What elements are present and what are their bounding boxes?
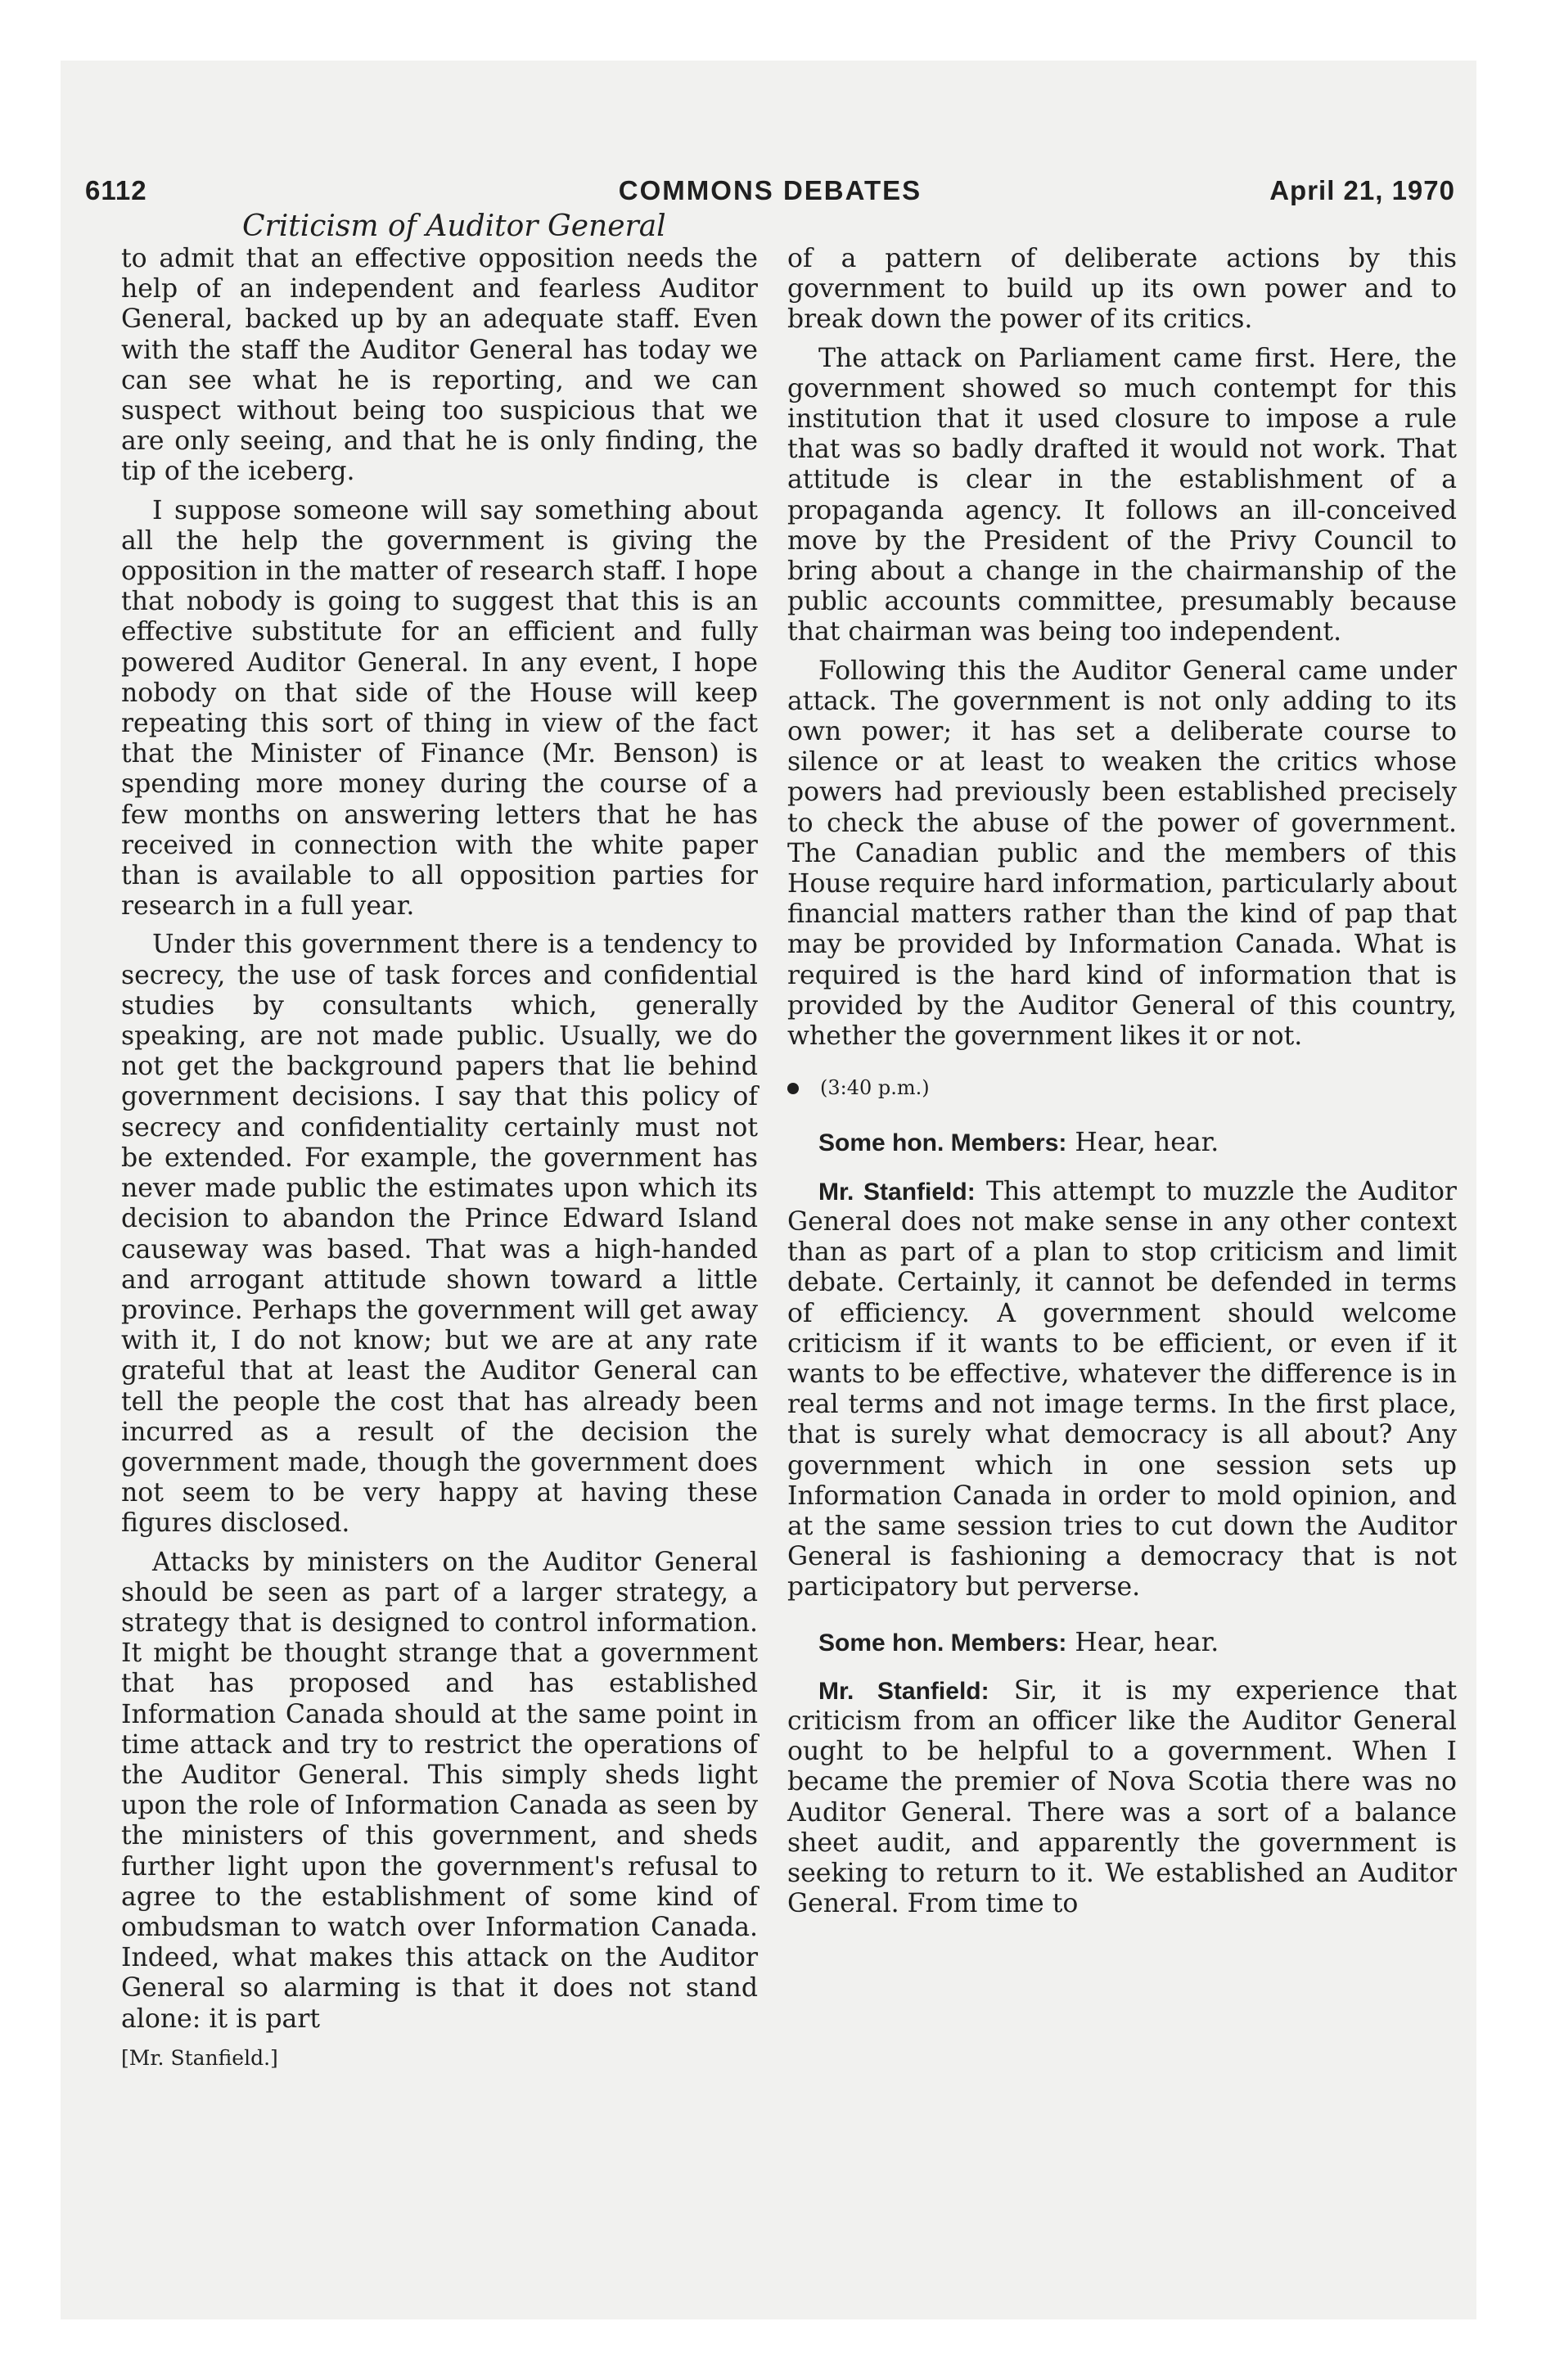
publication-title: COMMONS DEBATES (618, 175, 922, 205)
page-header (85, 175, 1455, 208)
speech-paragraph (787, 1676, 1457, 1920)
paragraph: of a pattern of deliberate actions by this government to build up its own power and to break down the power of its critics. (787, 244, 1457, 335)
interjection (818, 1128, 1457, 1158)
page-number: 6112 (85, 175, 147, 205)
right-column (787, 244, 1457, 1927)
interjection-text: Hear, hear. (1066, 1128, 1219, 1158)
time-stamp (787, 1073, 1457, 1103)
speaker-name: Mr. Stanfield: (818, 1677, 989, 1705)
speaker-name: Some hon. Members: (818, 1629, 1067, 1657)
paragraph: to admit that an effective opposition needs the help of an independent and fearless Auditor General, backed up by an adequate staff. Even with the staff the Auditor General has today we can see what he is reporting, and we can suspect without being too suspicious that we are only seeing, and that he is only finding, the tip of the iceberg. (121, 244, 758, 487)
interjection (818, 1628, 1457, 1658)
speaker-attribution: [Mr. Stanfield.] (121, 2045, 278, 2070)
bullet-icon (787, 1083, 799, 1094)
paragraph: The attack on Parliament came first. Here, the government showed so much contempt for this institution that it used closure to impose a rule that was so badly drafted it would not work. That attitude is clear in the establishment of a propaganda agency. It follows an ill-conceived move by the President of the Privy Council to bring about a change in the chairmanship of the public accounts committee, presumably because that chairman was being too independent. (787, 343, 1457, 647)
speech-text: Sir, it is my experience that criticism from an officer like the Auditor General ought to be helpful to a government. When I became the premier of Nova Scotia there was no Auditor General. There was a sort of a balance sheet audit, and apparently the government is seeking to return to it. We established an Auditor General. From time to (787, 1675, 1458, 1919)
page-date: April 21, 1970 (1269, 175, 1455, 205)
section-subheading: Criticism of Auditor General (242, 210, 666, 243)
paragraph: Attacks by ministers on the Auditor General should be seen as part of a larger strategy, a strategy that is designed to control information. It might be thought strange that a government that has proposed and has established Information Canada should at the same point in time attack and try to restrict the operations of the Auditor General. This simply sheds light upon the role of Information Canada as seen by the ministers of this government, and sheds further light upon the government's refusal to agree to the establishment of some kind of ombudsman to watch over Information Canada. Indeed, what makes this attack on the Auditor General so alarming is that it does not stand alone: it is part (121, 1547, 758, 2034)
left-column (121, 244, 758, 2073)
speaker-name: Mr. Stanfield: (818, 1178, 976, 1206)
time-text: (3:40 p.m.) (820, 1076, 930, 1100)
speaker-name: Some hon. Members: (818, 1129, 1067, 1157)
speech-text: This attempt to muzzle the Auditor General does not make sense in any other context than as part of a plan to stop criticism and limit debate. Certainly, it cannot be defended in terms of efficiency. A government should welcome criticism if it wants to be efficient, or even if it wants to be effective, whatever the difference is in real terms and not image terms. In the first place, that is surely what democracy is all about? Any government which in one session sets up Information Canada in order to mold opinion, and at the same session tries to cut down the Auditor General is fashioning a democracy that is not participatory but perverse. (787, 1176, 1457, 1602)
paragraph: I suppose someone will say something about all the help the government is giving the opposition in the matter of research staff. I hope that nobody is going to suggest that this is an effective substitute for an efficient and fully powered Auditor General. In any event, I hope nobody on that side of the House will keep repeating this sort of thing in view of the fact that the Minister of Finance (Mr. Benson) is spending more money during the course of a few months on answering letters that he has received in connection with the white paper than is available to all opposition parties for research in a full year. (121, 495, 758, 922)
paragraph: Under this government there is a tendency to secrecy, the use of task forces and confidential studies by consultants which, generally speaking, are not made public. Usually, we do not get the background papers that lie behind government decisions. I say that this policy of secrecy and confidentiality certainly must not be extended. For example, the government has never made public the estimates upon which its decision to abandon the Prince Edward Island causeway was based. That was a high-handed and arrogant attitude shown toward a little province. Perhaps the government will get away with it, I do not know; but we are at any rate grateful that at least the Auditor General can tell the people the cost that has already been incurred as a result of the decision the government made, though the government does not seem to be very happy at having these figures disclosed. (121, 930, 758, 1539)
paragraph: Following this the Auditor General came under attack. The government is not only adding to its own power; it has set a deliberate course to silence or at least to weaken the critics whose powers had previously been established precisely to check the abuse of the power of government. The Canadian public and the members of this House require hard information, particularly about financial matters rather than the kind of pap that may be provided by Information Canada. What is required is the hard kind of information that is provided by the Auditor General of this country, whether the government likes it or not. (787, 656, 1457, 1052)
speech-paragraph (787, 1177, 1457, 1603)
interjection-text: Hear, hear. (1066, 1627, 1219, 1657)
